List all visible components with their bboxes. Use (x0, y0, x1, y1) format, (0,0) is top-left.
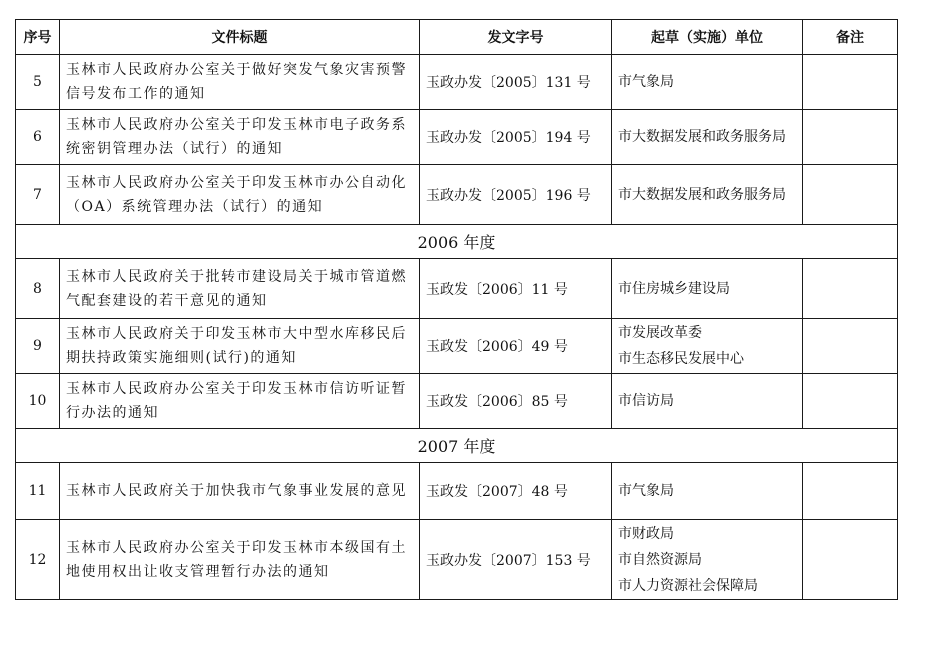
cell-seq: 7 (16, 165, 60, 225)
header-title: 文件标题 (60, 20, 420, 55)
unit-name: 市自然资源局 (618, 551, 702, 568)
cell-title: 玉林市人民政府办公室关于印发玉林市办公自动化（OA）系统管理办法（试行）的通知 (60, 165, 420, 225)
cell-seq: 5 (16, 55, 60, 110)
table-row (16, 520, 898, 600)
year-row (16, 225, 898, 259)
header-note: 备注 (803, 20, 898, 55)
header-seq: 序号 (16, 20, 60, 55)
cell-title: 玉林市人民政府办公室关于印发玉林市电子政务系统密钥管理办法（试行）的通知 (60, 110, 420, 165)
table-row (16, 319, 898, 374)
year-row (16, 429, 898, 463)
header-doc-no: 发文字号 (420, 20, 612, 55)
cell-note (803, 55, 898, 110)
cell-title: 玉林市人民政府办公室关于做好突发气象灾害预警信号发布工作的通知 (60, 55, 420, 110)
unit-name: 市住房城乡建设局 (618, 280, 730, 297)
table-row (16, 259, 898, 319)
cell-unit (612, 374, 803, 429)
cell-doc-number: 玉政发〔2007〕48 号 (420, 463, 612, 520)
cell-unit (612, 259, 803, 319)
cell-note (803, 374, 898, 429)
cell-title: 玉林市人民政府办公室关于印发玉林市信访听证暂行办法的通知 (60, 374, 420, 429)
cell-unit (612, 319, 803, 374)
cell-doc-number: 玉政办发〔2005〕196 号 (420, 165, 612, 225)
cell-unit (612, 55, 803, 110)
cell-unit (612, 463, 803, 520)
unit-name: 市气象局 (618, 74, 674, 90)
table-row (16, 374, 898, 429)
cell-title: 玉林市人民政府办公室关于印发玉林市本级国有土地使用权出让收支管理暂行办法的通知 (60, 520, 420, 600)
cell-seq: 9 (16, 319, 60, 374)
unit-name: 市发展改革委 (618, 325, 702, 341)
header-row (16, 20, 898, 55)
cell-seq: 8 (16, 259, 60, 319)
cell-doc-number: 玉政发〔2006〕11 号 (420, 259, 612, 319)
unit-name: 市信访局 (618, 393, 674, 409)
cell-title: 玉林市人民政府关于加快我市气象事业发展的意见 (60, 463, 420, 520)
unit-name: 市财政局 (618, 525, 674, 542)
cell-note (803, 165, 898, 225)
table-row (16, 463, 898, 520)
unit-name: 市人力资源社会保障局 (618, 577, 758, 594)
cell-note (803, 520, 898, 600)
cell-unit (612, 165, 803, 225)
cell-seq: 11 (16, 463, 60, 520)
table-row (16, 110, 898, 165)
table-row (16, 165, 898, 225)
cell-title: 玉林市人民政府关于批转市建设局关于城市管道燃气配套建设的若干意见的通知 (60, 259, 420, 319)
cell-seq: 10 (16, 374, 60, 429)
cell-doc-number: 玉政办发〔2005〕194 号 (420, 110, 612, 165)
cell-seq: 12 (16, 520, 60, 600)
cell-note (803, 259, 898, 319)
cell-note (803, 110, 898, 165)
cell-seq: 6 (16, 110, 60, 165)
table-row (16, 55, 898, 110)
cell-doc-number: 玉政发〔2006〕49 号 (420, 319, 612, 374)
cell-doc-number: 玉政发〔2006〕85 号 (420, 374, 612, 429)
unit-name: 市大数据发展和政务服务局 (618, 129, 786, 145)
cell-note (803, 319, 898, 374)
document-table (15, 19, 898, 600)
cell-doc-number: 玉政办发〔2005〕131 号 (420, 55, 612, 110)
cell-note (803, 463, 898, 520)
unit-name: 市大数据发展和政务服务局 (618, 186, 786, 203)
cell-unit (612, 520, 803, 600)
year-label: 2007 年度 (16, 429, 898, 463)
unit-name: 市气象局 (618, 483, 674, 499)
cell-unit (612, 110, 803, 165)
cell-title: 玉林市人民政府关于印发玉林市大中型水库移民后期扶持政策实施细则(试行)的通知 (60, 319, 420, 374)
year-label: 2006 年度 (16, 225, 898, 259)
cell-doc-number: 玉政办发〔2007〕153 号 (420, 520, 612, 600)
unit-name: 市生态移民发展中心 (618, 351, 744, 367)
header-unit: 起草（实施）单位 (612, 20, 803, 55)
table-body (16, 55, 898, 600)
